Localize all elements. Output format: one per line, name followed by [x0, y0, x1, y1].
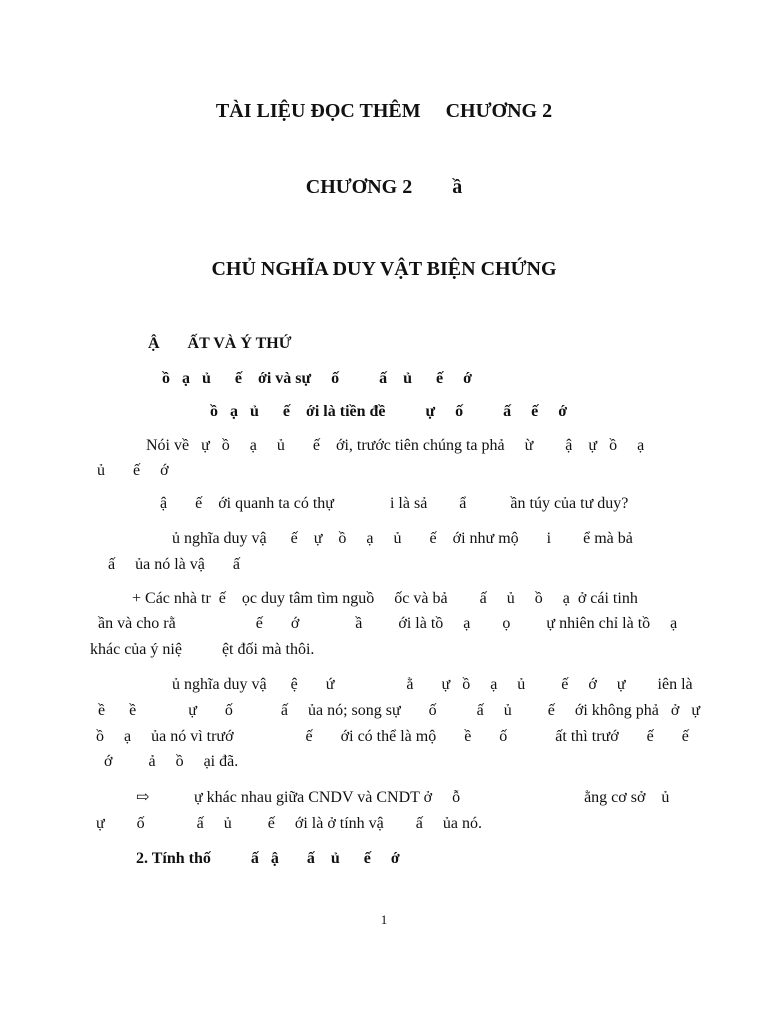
paragraph-1-line-2: ủ ế ớ	[97, 462, 169, 479]
paragraph-4-line-3: khác của ý niệ ệt đối mà thôi.	[90, 641, 315, 658]
paragraph-1-line-1: Nói về ự ồ ạ ủ ế ới, trước tiên chúng ta phả ừ ậ ự ồ ạ	[146, 437, 645, 454]
page-number: 1	[380, 912, 388, 927]
paragraph-4-line-2: ần và cho rằ ế ớ ầ ới là tồ ạ ọ ự nhiên chỉ là tồ ạ	[98, 615, 678, 632]
header-title: TÀI LIỆU ĐỌC THÊM CHƯƠNG 2	[215, 100, 553, 122]
subheading-1: ồ ạ ủ ế ới và sự ố ấ ủ ế ớ	[162, 370, 472, 387]
paragraph-5-line-3: ồ ạ ủa nó vì trướ ế ới có thể là mộ ề ố ất thì trướ ế ế	[96, 728, 689, 745]
arrow-icon: ⇨	[136, 789, 150, 806]
paragraph-6-line-2: ự ố ấ ủ ế ới là ở tính vậ ấ ủa nó.	[96, 815, 482, 832]
subheading-3: 2. Tính thố ấ ậ ấ ủ ế ớ	[136, 850, 400, 867]
paragraph-6-line-1: ự khác nhau giữa CNDV và CNDT ở ỗ ằng cơ sở ủ	[194, 789, 670, 806]
paragraph-5-line-2: ề ề ự ố ấ ủa nó; song sự ố ấ ủ ế ới không phả ở ự	[98, 702, 700, 719]
paragraph-5-line-1: ủ nghĩa duy vậ ệ ứ ằ ự ồ ạ ủ ế ớ ự iên là	[172, 676, 693, 693]
paragraph-2-line-1: ậ ế ới quanh ta có thự i là sả ẩ ần túy của tư duy?	[160, 495, 629, 512]
paragraph-3-line-1: ủ nghĩa duy vậ ế ự ồ ạ ủ ế ới như mộ i ể mà bả	[172, 530, 633, 547]
paragraph-3-line-2: ấ ủa nó là vậ ấ	[108, 556, 240, 573]
paragraph-4-line-1: + Các nhà tr ế ọc duy tâm tìm nguồ ốc và bả ấ ủ ồ ạ ở cái tinh	[132, 590, 638, 607]
paragraph-5-line-4: ớ ả ồ ại đã.	[104, 753, 239, 770]
part-title: CHỦ NGHĨA DUY VẬT BIỆN CHỨNG	[211, 258, 557, 280]
subheading-2: ồ ạ ủ ế ới là tiền đề ự ố ấ ế ớ	[210, 403, 568, 420]
section-heading: Ậ ẤT VÀ Ý THỨ	[148, 335, 292, 352]
chapter-title: CHƯƠNG 2 ầ	[305, 176, 463, 198]
